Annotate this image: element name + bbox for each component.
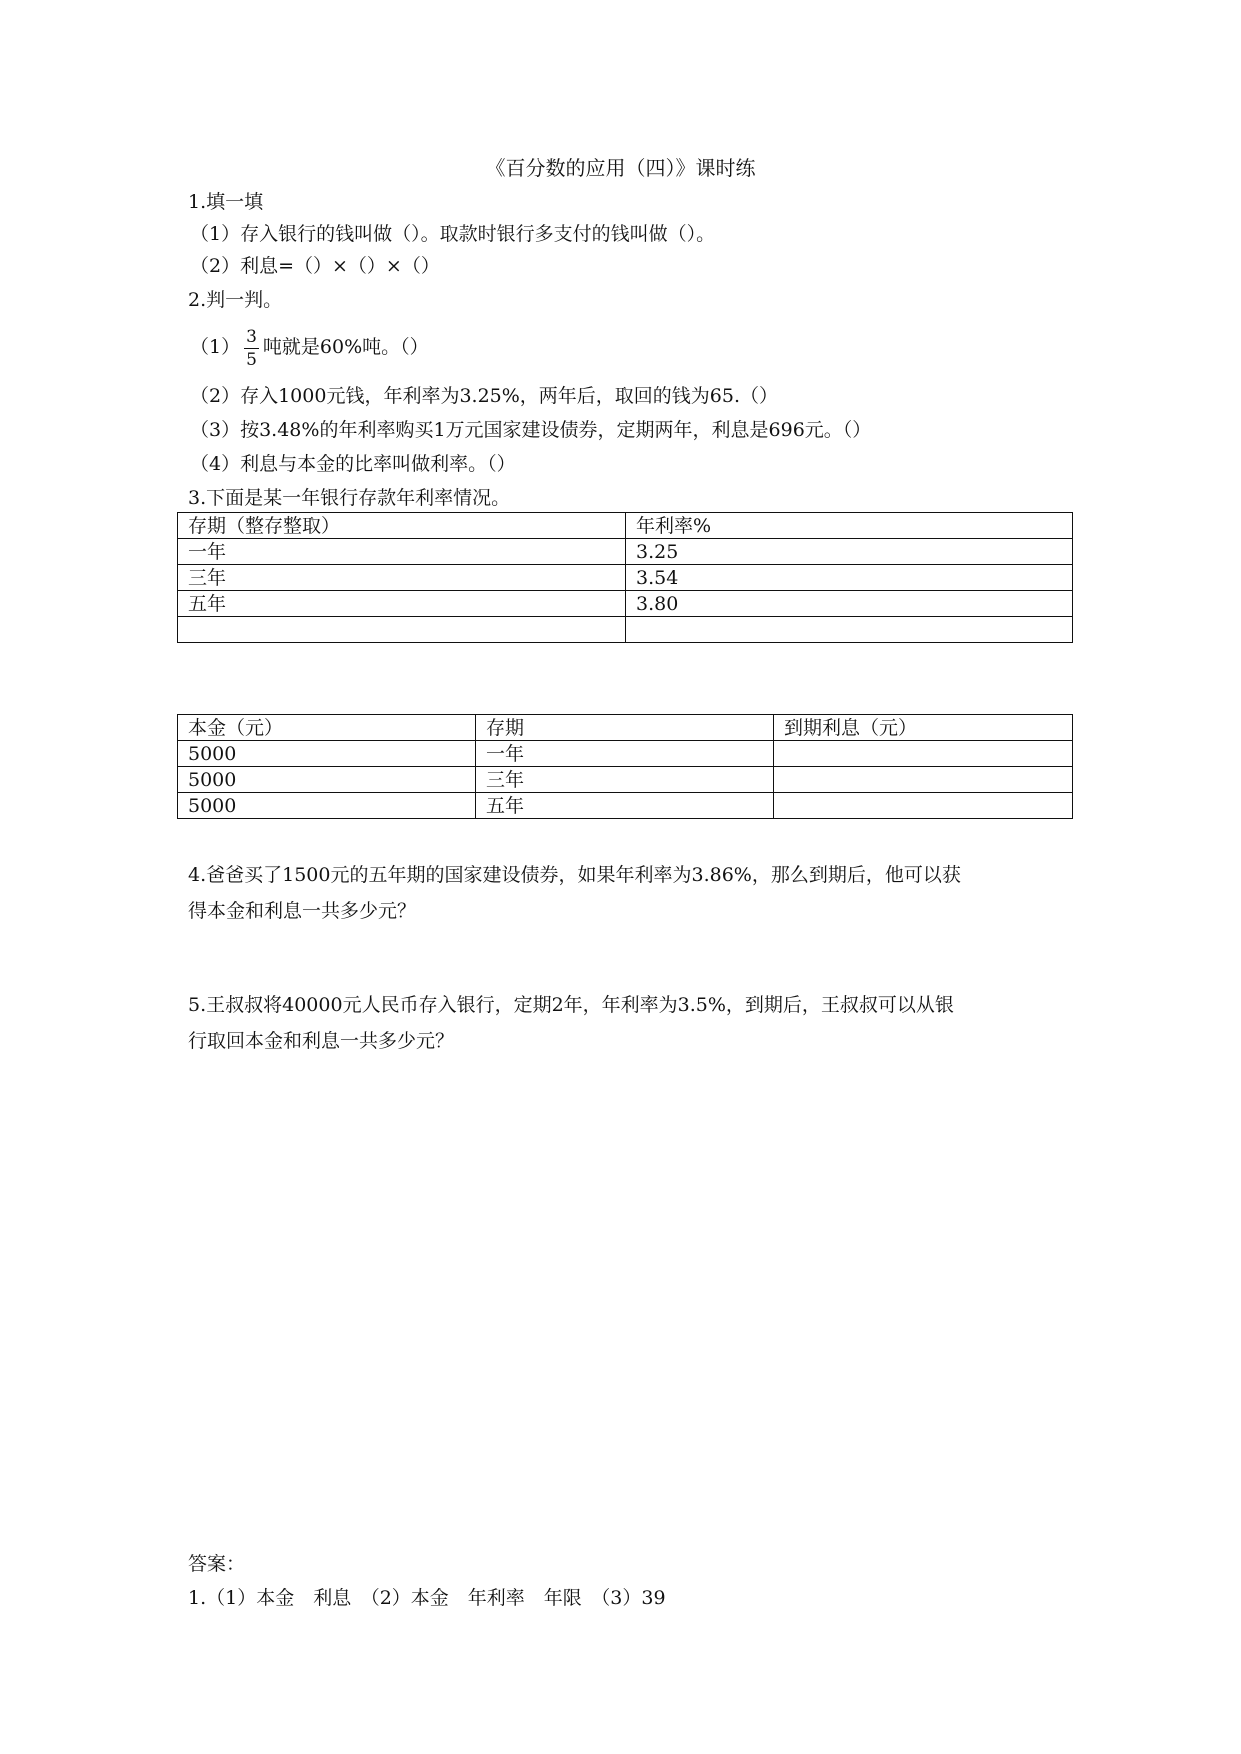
table-header-cell: 年利率% xyxy=(626,513,1073,539)
table-cell: 3.25 xyxy=(626,539,1073,565)
q4-line-2: 得本金和利息一共多少元？ xyxy=(188,900,417,922)
q2-heading: 2.判一判。 xyxy=(188,289,283,311)
table-cell xyxy=(178,617,626,643)
table-row xyxy=(178,591,1073,617)
fraction-denominator: 5 xyxy=(246,349,257,370)
table-header-cell: 本金（元） xyxy=(178,715,476,741)
table-header-row xyxy=(178,715,1073,741)
table-cell: 一年 xyxy=(476,741,774,767)
table-cell: 3.80 xyxy=(626,591,1073,617)
answers-line-1: 1.（1）本金 利息 （2）本金 年利率 年限 （3）39 xyxy=(188,1587,666,1609)
q2-item-4: （4）利息与本金的比率叫做利率。（） xyxy=(190,453,516,475)
fraction xyxy=(244,326,259,371)
table-row xyxy=(178,539,1073,565)
fraction-numerator: 3 xyxy=(246,326,257,347)
table-cell: 3.54 xyxy=(626,565,1073,591)
table-cell xyxy=(626,617,1073,643)
q5-line-2: 行取回本金和利息一共多少元？ xyxy=(188,1030,455,1052)
q2-item-3: （3）按3.48%的年利率购买1万元国家建设债券，定期两年，利息是696元。（） xyxy=(190,419,872,441)
q2-item-1-suffix: 吨就是60%吨。（） xyxy=(262,336,429,358)
table-row xyxy=(178,767,1073,793)
q1-item-1: （1）存入银行的钱叫做（）。取款时银行多支付的钱叫做（）。 xyxy=(190,223,716,245)
table-cell: 三年 xyxy=(476,767,774,793)
q5-line-1: 5.王叔叔将40000元人民币存入银行，定期2年，年利率为3.5%，到期后，王叔叔可以从银 xyxy=(188,994,954,1016)
table-row xyxy=(178,741,1073,767)
q1-item-2: （2）利息=（）×（）×（） xyxy=(190,255,440,277)
table-cell: 三年 xyxy=(178,565,626,591)
table-header-cell: 存期（整存整取） xyxy=(178,513,626,539)
table-cell: 五年 xyxy=(476,793,774,819)
table-row xyxy=(178,617,1073,643)
table-cell: 5000 xyxy=(178,767,476,793)
q2-item-1 xyxy=(190,322,429,372)
q4-line-1: 4.爸爸买了1500元的五年期的国家建设债券，如果年利率为3.86%，那么到期后，他可以获 xyxy=(188,864,961,886)
interest-table xyxy=(177,714,1073,819)
q2-item-2: （2）存入1000元钱，年利率为3.25%，两年后，取回的钱为65.（） xyxy=(190,385,779,407)
page-title: 《百分数的应用（四）》课时练 xyxy=(485,156,756,180)
table-header-cell: 到期利息（元） xyxy=(774,715,1073,741)
table-cell xyxy=(774,793,1073,819)
table-cell: 五年 xyxy=(178,591,626,617)
table-header-row xyxy=(178,513,1073,539)
table-cell xyxy=(774,767,1073,793)
q2-item-1-prefix: （1） xyxy=(190,336,241,358)
table-cell: 5000 xyxy=(178,793,476,819)
answers-heading: 答案： xyxy=(188,1553,246,1575)
table-cell xyxy=(774,741,1073,767)
q1-heading: 1.填一填 xyxy=(188,191,264,213)
q3-heading: 3.下面是某一年银行存款年利率情况。 xyxy=(188,487,511,509)
table-cell: 一年 xyxy=(178,539,626,565)
table-cell: 5000 xyxy=(178,741,476,767)
rate-table xyxy=(177,512,1073,643)
table-header-cell: 存期 xyxy=(476,715,774,741)
table-row xyxy=(178,565,1073,591)
table-row xyxy=(178,793,1073,819)
